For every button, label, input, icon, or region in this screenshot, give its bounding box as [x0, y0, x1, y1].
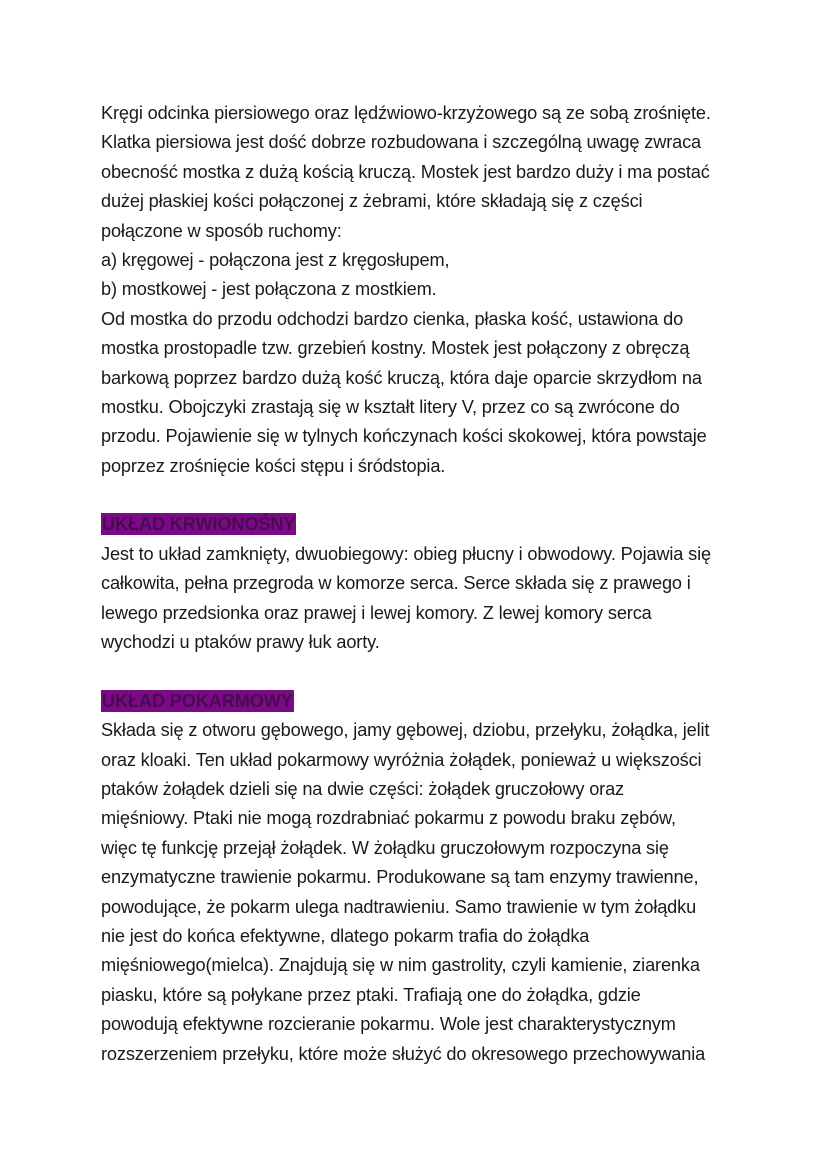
text-line: mięśniowego(mielca). Znajdują się w nim gastrolity, czyli kamienie, ziarenka [101, 955, 700, 976]
digestive-section [101, 687, 741, 1069]
text-line: dużej płaskiej kości połączonej z żebrami, które składają się z części [101, 191, 643, 212]
text-line: Kręgi odcinka piersiowego oraz lędźwiowo-krzyżowego są ze sobą zrośnięte. [101, 103, 711, 123]
text-line: lewego przedsionka oraz prawej i lewej komory. Z lewej komory serca [101, 602, 652, 623]
text-line: przodu. Pojawienie się w tylnych kończynach kości skokowej, która powstaje [101, 426, 707, 447]
text-line: wychodzi u ptaków prawy łuk aorty. [101, 632, 380, 653]
text-line: Składa się z otworu gębowego, jamy gębowej, dziobu, przełyku, żołądka, jelit [101, 720, 710, 741]
section-heading-digestive: UKŁAD POKARMOWY [102, 690, 293, 711]
text-line: powodujące, że pokarm ulega nadtrawieniu. Samo trawienie w tym żołądku [101, 896, 697, 917]
section-heading-circulatory: UKŁAD KRWIONOŚNY [102, 514, 296, 535]
list-item-b: b) mostkowej - jest połączona z mostkiem. [101, 279, 437, 300]
text-line: więc tę funkcję przejął żołądek. W żołądku gruczołowym rozpoczyna się [101, 837, 669, 858]
text-line: Klatka piersiowa jest dość dobrze rozbudowana i szczególną uwagę zwraca [101, 132, 701, 153]
text-line: oraz kloaki. Ten układ pokarmowy wyróżnia żołądek, ponieważ u większości [101, 749, 702, 770]
text-line: rozszerzeniem przełyku, które może służyć do okresowego przechowywania [101, 1043, 706, 1064]
document-content [101, 99, 741, 1069]
text-line: obecność mostka z dużą kością kruczą. Mostek jest bardzo duży i ma postać [101, 161, 710, 182]
text-line: Jest to układ zamknięty, dwuobiegowy: obieg płucny i obwodowy. Pojawia się [101, 543, 711, 564]
text-line: powodują efektywne rozcieranie pokarmu. Wole jest charakterystycznym [101, 1014, 676, 1035]
paragraph-gap [101, 657, 741, 686]
skeleton-paragraph [101, 99, 741, 481]
text-line: połączone w sposób ruchomy: [101, 220, 342, 241]
text-line: barkową poprzez bardzo dużą kość kruczą, która daje oparcie skrzydłom na [101, 367, 702, 388]
text-line: piasku, które są połykane przez ptaki. Trafiają one do żołądka, gdzie [101, 984, 641, 1005]
circulatory-section [101, 510, 741, 657]
paragraph-gap [101, 481, 741, 510]
heading-line [101, 687, 741, 716]
text-line: Od mostka do przodu odchodzi bardzo cienka, płaska kość, ustawiona do [101, 308, 684, 329]
heading-line [101, 510, 741, 539]
text-line: nie jest do końca efektywne, dlatego pokarm trafia do żołądka [101, 925, 590, 946]
text-line: mostka prostopadle tzw. grzebień kostny. Mostek jest połączony z obręczą [101, 338, 690, 359]
text-line: ptaków żołądek dzieli się na dwie części: żołądek gruczołowy oraz [101, 778, 624, 799]
text-line: całkowita, pełna przegroda w komorze serca. Serce składa się z prawego i [101, 573, 691, 594]
text-line: enzymatyczne trawienie pokarmu. Produkowane są tam enzymy trawienne, [101, 867, 699, 888]
list-item-a: a) kręgowej - połączona jest z kręgosłupem, [101, 249, 450, 270]
text-line: mostku. Obojczyki zrastają się w kształt litery V, przez co są zwrócone do [101, 396, 680, 417]
text-line: mięśniowy. Ptaki nie mogą rozdrabniać pokarmu z powodu braku zębów, [101, 808, 676, 829]
text-line: poprzez zrośnięcie kości stępu i śródstopia. [101, 455, 446, 476]
